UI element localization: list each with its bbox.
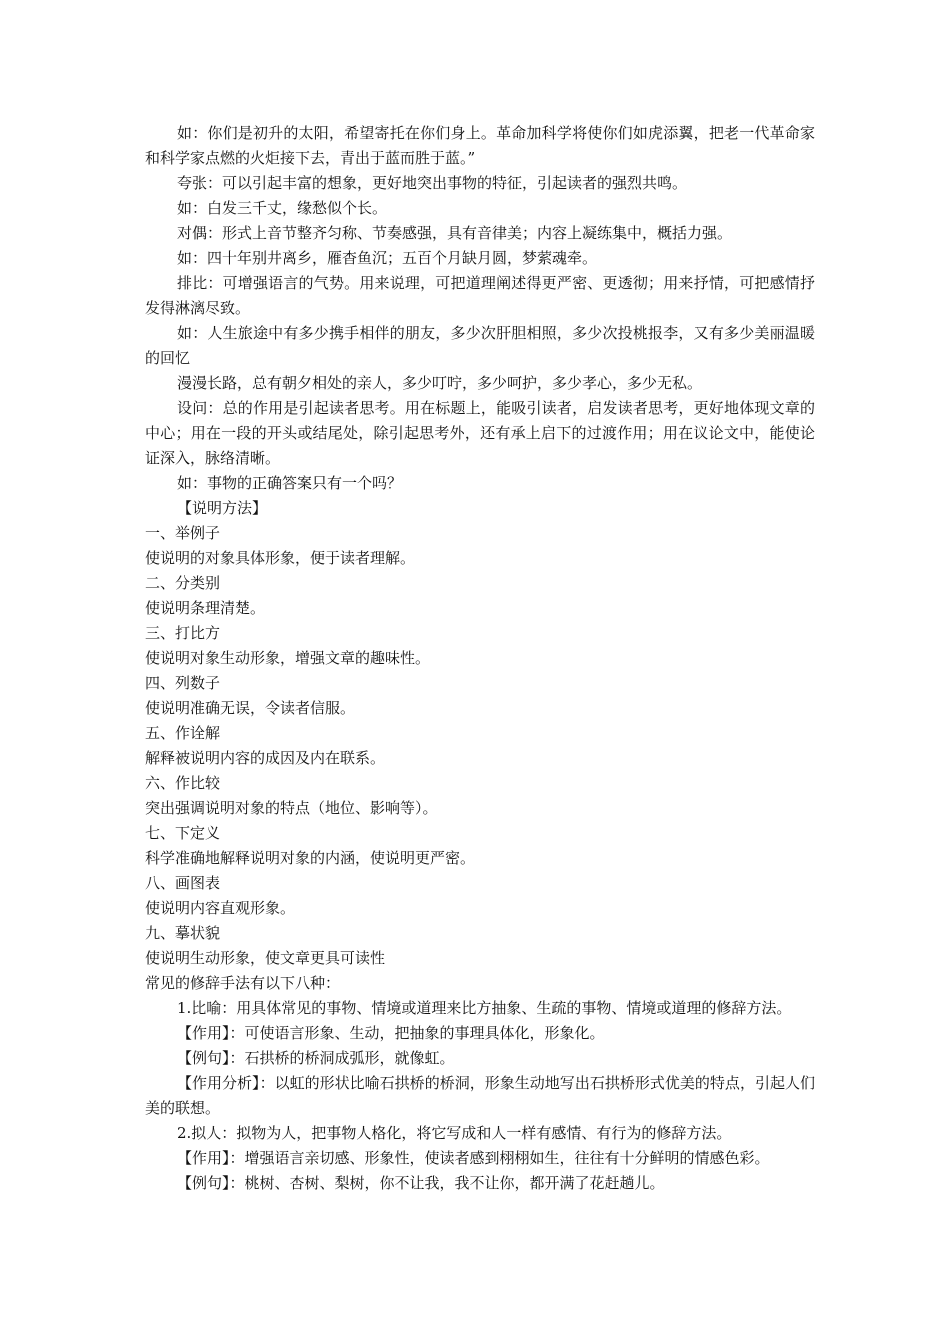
paragraph: 2.拟人：拟物为人，把事物人格化，将它写成和人一样有感情、有行为的修辞方法。 (177, 1124, 732, 1142)
paragraph: 七、下定义 (145, 824, 221, 842)
document-body (145, 121, 815, 1196)
paragraph: 二、分类别 (145, 574, 221, 592)
paragraph: 三、打比方 (145, 624, 221, 642)
paragraph: 常见的修辞手法有以下八种： (145, 974, 341, 992)
paragraph: 夸张：可以引起丰富的想象，更好地突出事物的特征，引起读者的强烈共鸣。 (177, 174, 688, 192)
paragraph: 解释被说明内容的成因及内在联系。 (145, 749, 386, 767)
paragraph: 一、举例子 (145, 524, 221, 542)
paragraph: 使说明内容直观形象。 (145, 899, 296, 917)
paragraph: 九、摹状貌 (145, 924, 221, 942)
paragraph: 使说明准确无误，令读者信服。 (145, 699, 356, 717)
paragraph: 八、画图表 (145, 874, 221, 892)
paragraph: 突出强调说明对象的特点（地位、影响等）。 (145, 799, 438, 817)
paragraph: 【例句】：石拱桥的桥洞成弧形，就像虹。 (177, 1049, 455, 1067)
paragraph: 如：事物的正确答案只有一个吗？ (177, 474, 403, 492)
paragraph: 1.比喻：用具体常见的事物、情境或道理来比方抽象、生疏的事物、情境或道理的修辞方法。 (177, 999, 792, 1017)
paragraph: 对偶：形式上音节整齐匀称、节奏感强，具有音律美；内容上凝练集中，概括力强。 (177, 224, 733, 242)
paragraph: 如：人生旅途中有多少携手相伴的朋友，多少次肝胆相照，多少次投桃报李，又有多少美丽温暖的回忆 (145, 324, 815, 367)
paragraph: 如：你们是初升的太阳，希望寄托在你们身上。革命加科学将使你们如虎添翼，把老一代革命家和科学家点燃的火炬接下去，青出于蓝而胜于蓝。” (145, 124, 815, 167)
paragraph: 使说明对象生动形象，增强文章的趣味性。 (145, 649, 431, 667)
paragraph: 使说明生动形象，使文章更具可读性 (145, 949, 386, 967)
paragraph: 四、列数子 (145, 674, 221, 692)
paragraph: 【说明方法】 (177, 499, 268, 517)
paragraph: 【作用分析】：以虹的形状比喻石拱桥的桥洞，形象生动地写出石拱桥形式优美的特点，引起人们美的联想。 (145, 1074, 815, 1117)
paragraph: 五、作诠解 (145, 724, 221, 742)
paragraph: 使说明条理清楚。 (145, 599, 266, 617)
paragraph: 【作用】：可使语言形象、生动，把抽象的事理具体化，形象化。 (177, 1024, 605, 1042)
paragraph: 设问：总的作用是引起读者思考。用在标题上，能吸引读者，启发读者思考，更好地体现文章的中心；用在一段的开头或结尾处，除引起思考外，还有承上启下的过渡作用；用在议论文中，能使论证深入，脉络清晰。 (145, 399, 815, 467)
paragraph: 如：白发三千丈，缘愁似个长。 (177, 199, 388, 217)
paragraph: 漫漫长路，总有朝夕相处的亲人，多少叮咛，多少呵护，多少孝心，多少无私。 (177, 374, 703, 392)
paragraph: 【作用】：增强语言亲切感、形象性，使读者感到栩栩如生，往往有十分鲜明的情感色彩。 (177, 1149, 770, 1167)
paragraph: 使说明的对象具体形象，便于读者理解。 (145, 549, 416, 567)
paragraph: 六、作比较 (145, 774, 221, 792)
paragraph: 排比：可增强语言的气势。用来说理，可把道理阐述得更严密、更透彻；用来抒情，可把感情抒发得淋漓尽致。 (145, 274, 815, 317)
paragraph: 科学准确地解释说明对象的内涵，使说明更严密。 (145, 849, 476, 867)
paragraph: 如：四十年别井离乡，雁杳鱼沉；五百个月缺月圆，梦萦魂牵。 (177, 249, 598, 267)
paragraph: 【例句】：桃树、杏树、梨树，你不让我，我不让你，都开满了花赶趟儿。 (177, 1174, 665, 1192)
